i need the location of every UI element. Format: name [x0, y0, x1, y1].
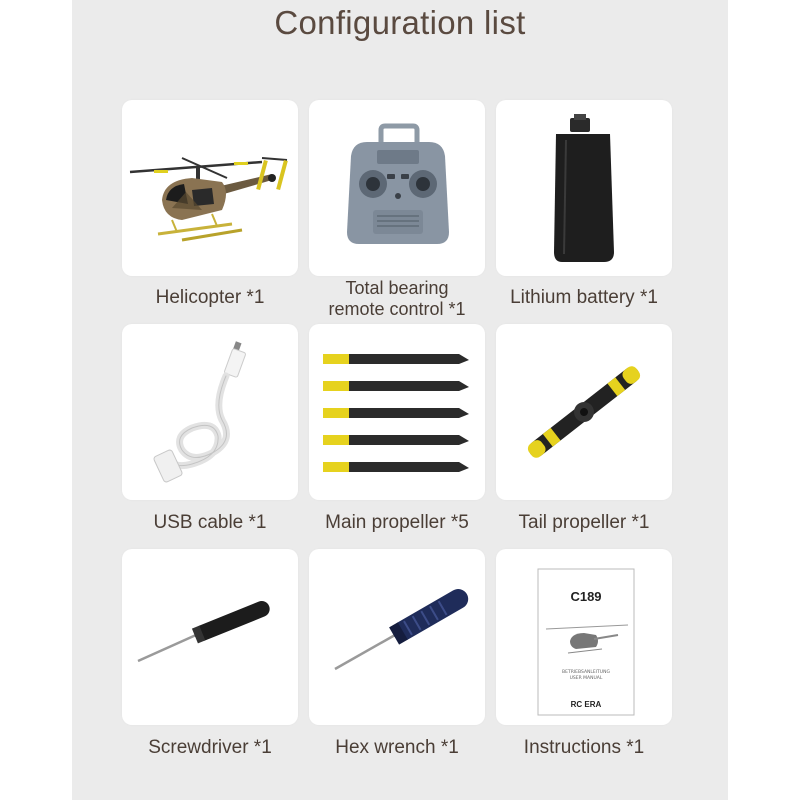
- label-remote-control-line2: remote control *1: [328, 299, 466, 319]
- manual-line1: BETRIEBSANLEITUNG: [562, 670, 610, 675]
- label-hex-wrench: Hex wrench *1: [335, 737, 459, 758]
- label-remote-control: [302, 278, 492, 320]
- label-tail-propeller: Tail propeller *1: [518, 512, 650, 533]
- label-instructions: Instructions *1: [523, 737, 645, 758]
- manual-line2: USER MANUAL: [569, 676, 603, 681]
- usb-cable-icon: [122, 324, 298, 500]
- label-usb-cable: USB cable *1: [153, 512, 267, 533]
- label-battery: Lithium battery *1: [510, 287, 658, 308]
- page-title: Configuration list: [274, 4, 526, 41]
- card-instructions: [496, 549, 672, 725]
- instructions-icon: [496, 549, 672, 725]
- main-propeller-icon: [309, 324, 485, 500]
- label-main-propeller: Main propeller *5: [325, 512, 469, 533]
- card-hex-wrench: [309, 549, 485, 725]
- card-tail-propeller: [496, 324, 672, 500]
- helicopter-icon: [122, 100, 298, 276]
- card-battery: [496, 100, 672, 276]
- card-usb-cable: [122, 324, 298, 500]
- manual-brand: RC ERA: [570, 700, 602, 709]
- manual-model: C189: [570, 589, 602, 604]
- battery-icon: [496, 100, 672, 276]
- remote-control-icon: [309, 100, 485, 276]
- card-screwdriver: [122, 549, 298, 725]
- card-remote-control: [309, 100, 485, 276]
- tail-propeller-icon: [496, 324, 672, 500]
- card-main-propeller: [309, 324, 485, 500]
- hex-wrench-icon: [309, 549, 485, 725]
- card-helicopter: [122, 100, 298, 276]
- screwdriver-icon: [122, 549, 298, 725]
- label-screwdriver: Screwdriver *1: [148, 737, 272, 758]
- label-helicopter: Helicopter *1: [155, 287, 265, 308]
- label-remote-control-line1: Total bearing: [345, 278, 449, 298]
